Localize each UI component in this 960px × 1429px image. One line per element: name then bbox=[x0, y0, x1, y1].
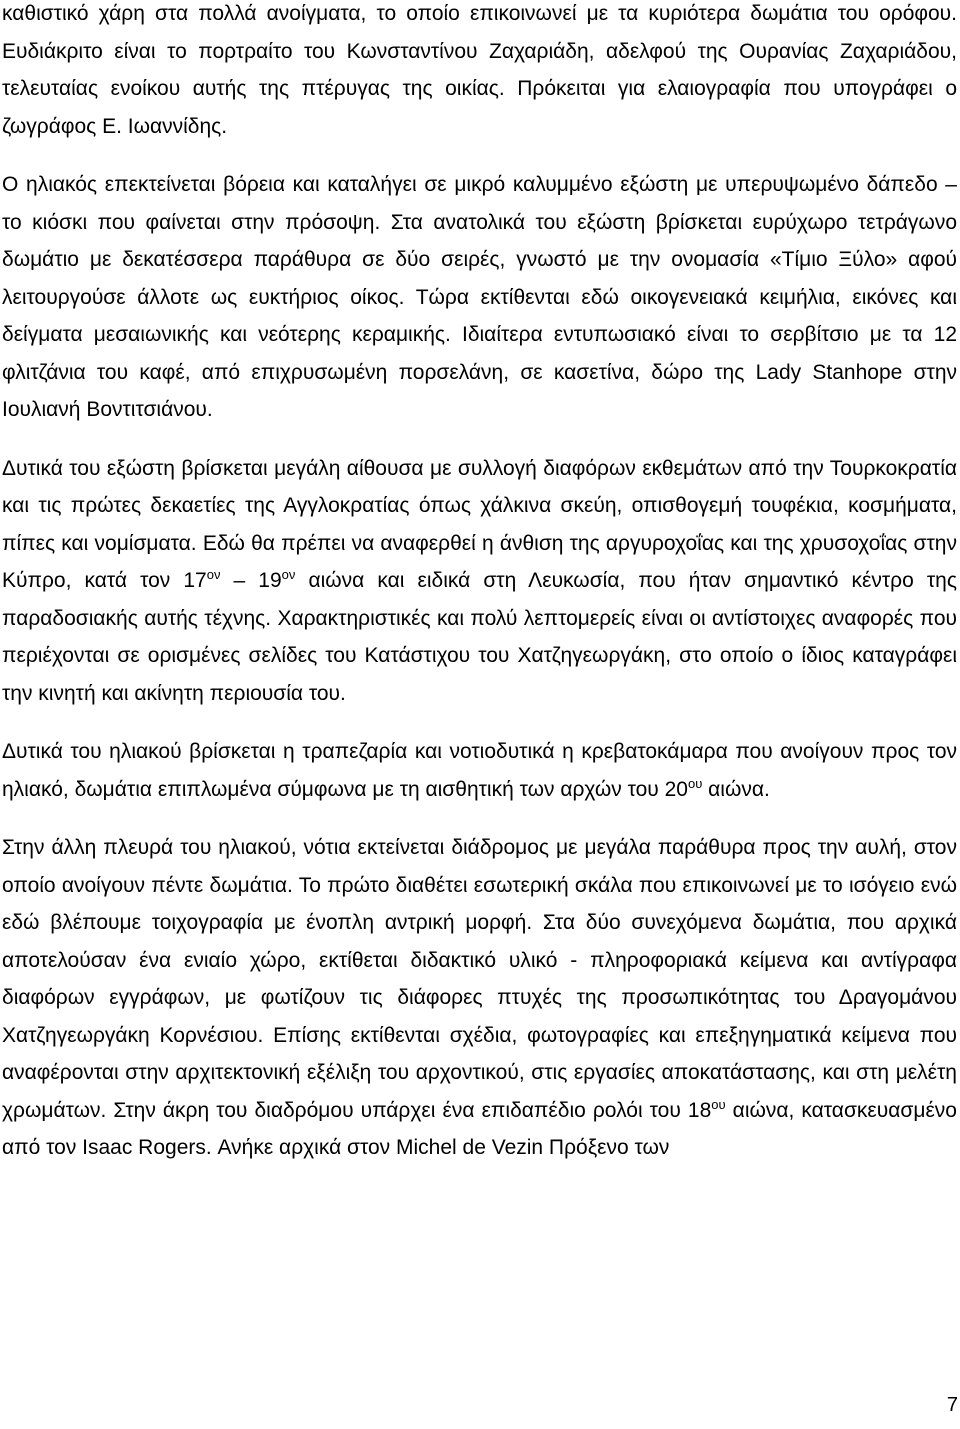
paragraph-text: αιώνα. bbox=[702, 777, 770, 801]
page-number: 7 bbox=[946, 1394, 958, 1416]
paragraph-south-corridor bbox=[2, 829, 957, 1167]
paragraph-living-room bbox=[2, 0, 957, 145]
ordinal-superscript: ον bbox=[281, 567, 296, 582]
paragraph-text: – 19 bbox=[220, 569, 282, 592]
paragraph-text: Δυτικά του ηλιακού βρίσκεται η τραπεζαρία και νοτιοδυτικά η κρεβατοκάμαρα που ανοίγουν προς τον ηλιακό, δωμάτια επιπλωμένα σύμφωνα με τη αισθητική των αρχών του 20 bbox=[2, 740, 957, 801]
paragraph-text: Δυτικά του εξώστη βρίσκεται μεγάλη αίθουσα με συλλογή διαφόρων εκθεμάτων από την Τουρκοκρατία και τις πρώτες δεκαετίες της Αγγλοκρατίας όπως χάλκινα σκεύη, οπισθογεμή τουφέκια, κοσμήματα, πίπες και νομίσματα. Εδώ θα πρέπει να αναφερθεί η άνθιση της αργυροχοΐας και της χρυσοχοΐας στην Κύπρο, κατά τον 17 bbox=[2, 456, 957, 592]
paragraph-text: αιώνα, κατασκευασμένο από τον Isaac Rogers. Ανήκε αρχικά στον Michel de Vezin Πρόξενο των bbox=[2, 1098, 957, 1159]
paragraph-text: καθιστικό χάρη στα πολλά ανοίγματα, το οποίο επικοινωνεί με τα κυριότερα δωμάτια του ορόφου. Ευδιάκριτο είναι το πορτραίτο του Κωνσταντίνου Ζαχαριάδη, αδελφού της Ουρανίας Ζαχαριάδου, τελευταίας ενοίκου αυτής της πτέρυγας της οικίας. Πρόκειται για ελαιογραφία που υπογράφει ο ζωγράφος Ε. Ιωαννίδης. bbox=[2, 2, 957, 138]
paragraph-text: αιώνα και ειδικά στη Λευκωσία, που ήταν σημαντικό κέντρο της παραδοσιακής αυτής τέχνης. Χαρακτηριστικές και πολύ λεπτομερείς είναι οι αντίστοιχες αναφορές που περιέχονται σε ορισμένες σελίδες του Κατάστιχου του Χατζηγεωργάκη, στο οποίο ο ίδιος καταγράφει την κινητή και ακίνητη περιουσία του. bbox=[2, 569, 957, 705]
paragraph-west-hall bbox=[2, 450, 957, 713]
ordinal-superscript: ου bbox=[687, 775, 703, 791]
ordinal-superscript: ον bbox=[206, 567, 221, 582]
paragraph-solar-kiosk bbox=[2, 166, 957, 429]
paragraph-text: Στην άλλη πλευρά του ηλιακού, νότια εκτείνεται διάδρομος με μεγάλα παράθυρα προς την αυλή, στον οποίο ανοίγουν πέντε δωμάτια. Το πρώτο διαθέτει εσωτερική σκάλα που επικοινωνεί με το ισόγειο ενώ εδώ βλέπουμε τοιχογραφία με ένοπλη αντρική μορφή. Στα δύο συνεχόμενα δωμάτια, που αρχικά αποτελούσαν ένα ενιαίο χώρο, εκτίθεται διδακτικό υλικό - πληροφοριακά κείμενα και αντίγραφα διαφόρων εγγράφων, με φωτίζουν τις διάφορες πτυχές της προσωπικότητας του Δραγομάνου Χατζηγεωργάκη Κορνέσιου. Επίσης εκτίθενται σχέδια, φωτογραφίες και επεξηγηματικά κείμενα που αναφέρονται στην αρχιτεκτονική εξέλιξη του αρχοντικού, στις εργασίες αποκατάστασης, και στη μελέτη χρωμάτων. Στην άκρη του διαδρόμου υπάρχει ένα επιδαπέδιο ρολόι του 18 bbox=[2, 836, 957, 1122]
paragraph-text: Ο ηλιακός επεκτείνεται βόρεια και καταλήγει σε μικρό καλυμμένο εξώστη με υπερυψωμένο δάπεδο – το κιόσκι που φαίνεται στην πρόσοψη. Στα ανατολικά του εξώστη βρίσκεται ευρύχωρο τετράγωνο δωμάτιο με δεκατέσσερα παράθυρα σε δύο σειρές, γνωστό με την ονομασία «Τίμιο Ξύλο» αφού λειτουργούσε άλλοτε ως ευκτήριος οίκος. Τώρα εκτίθενται εδώ οικογενειακά κειμήλια, εικόνες και δείγματα μεσαιωνικής και νεότερης κεραμικής. Ιδιαίτερα εντυπωσιακό είναι το σερβίτσιο με τα 12 φλιτζάνια του καφέ, από επιχρυσωμένη πορσελάνη, σε κασετίνα, δώρο της Lady Stanhope στην Ιουλιανή Βοντιτσιάνου. bbox=[2, 173, 957, 421]
document-body bbox=[2, 0, 957, 1167]
ordinal-superscript: ου bbox=[711, 1096, 726, 1112]
paragraph-dining-bedroom bbox=[2, 733, 957, 808]
